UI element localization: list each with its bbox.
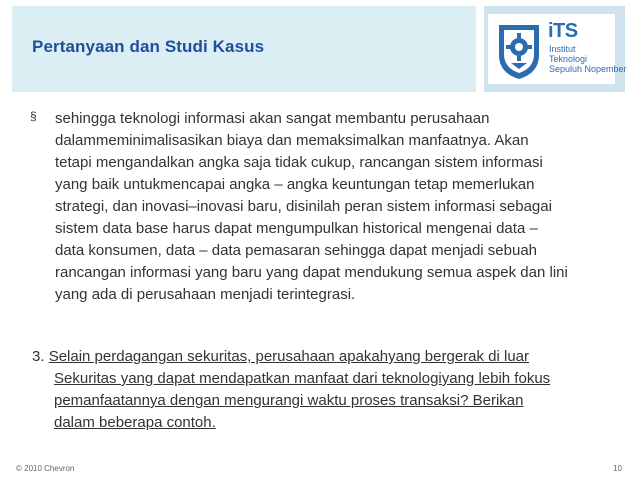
question-paragraph bbox=[32, 346, 550, 434]
its-emblem-icon bbox=[494, 21, 544, 81]
text-line: strategi, dan inovasi–inovasi baru, disinilah peran sistem informasi sebagai bbox=[55, 198, 552, 215]
its-logo bbox=[484, 6, 625, 92]
logo-line: Sepuluh Nopember bbox=[549, 64, 627, 74]
bullet-square-icon: § bbox=[30, 109, 37, 123]
logo-panel bbox=[488, 14, 627, 84]
text-line: sistem data base harus dapat mengumpulkan historical mengenai data – bbox=[55, 220, 538, 237]
logo-line: Institut bbox=[549, 44, 576, 54]
question-text: Selain perdagangan sekuritas, perusahaan apakahyang bergerak di luar bbox=[48, 348, 530, 365]
question-line bbox=[32, 390, 550, 412]
question-line bbox=[32, 368, 550, 390]
question-text: pemanfaatannya dengan mengurangi waktu proses transaksi? Berikan bbox=[54, 392, 524, 409]
question-text: dalam beberapa contoh. bbox=[54, 414, 216, 431]
question-text: Sekuritas yang dapat mendapatkan manfaat dari teknologiyang lebih fokus bbox=[54, 370, 551, 387]
bullet-text bbox=[55, 108, 568, 306]
text-line: dalammeminimalisasikan biaya dan memaksimalkan manfaatnya. Akan bbox=[55, 132, 529, 149]
text-line: tetapi mengandalkan angka saja tidak cukup, rancangan sistem informasi bbox=[55, 154, 543, 171]
question-number: 3. bbox=[32, 348, 45, 365]
its-logo-mark: iTS bbox=[548, 20, 578, 42]
text-line: sehingga teknologi informasi akan sangat membantu perusahaan bbox=[55, 110, 490, 127]
footer-page-number: 10 bbox=[613, 464, 622, 473]
slide-title: Pertanyaan dan Studi Kasus bbox=[32, 37, 265, 56]
its-logo-text bbox=[549, 44, 627, 74]
question-line bbox=[32, 346, 550, 368]
text-line: yang ada di perusahaan menjadi terintegrasi. bbox=[55, 286, 356, 303]
question-line bbox=[32, 412, 550, 434]
text-line: yang baik untukmencapai angka – angka keuntungan tetap memerlukan bbox=[55, 176, 535, 193]
text-line: rancangan informasi yang baru yang dapat mendukung semua aspek dan lini bbox=[55, 264, 568, 281]
footer-copyright: © 2010 Chevron bbox=[16, 464, 75, 473]
logo-line: Teknologi bbox=[549, 54, 588, 64]
text-line: data konsumen, data – data pemasaran sehingga dapat menjadi sebuah bbox=[55, 242, 538, 259]
